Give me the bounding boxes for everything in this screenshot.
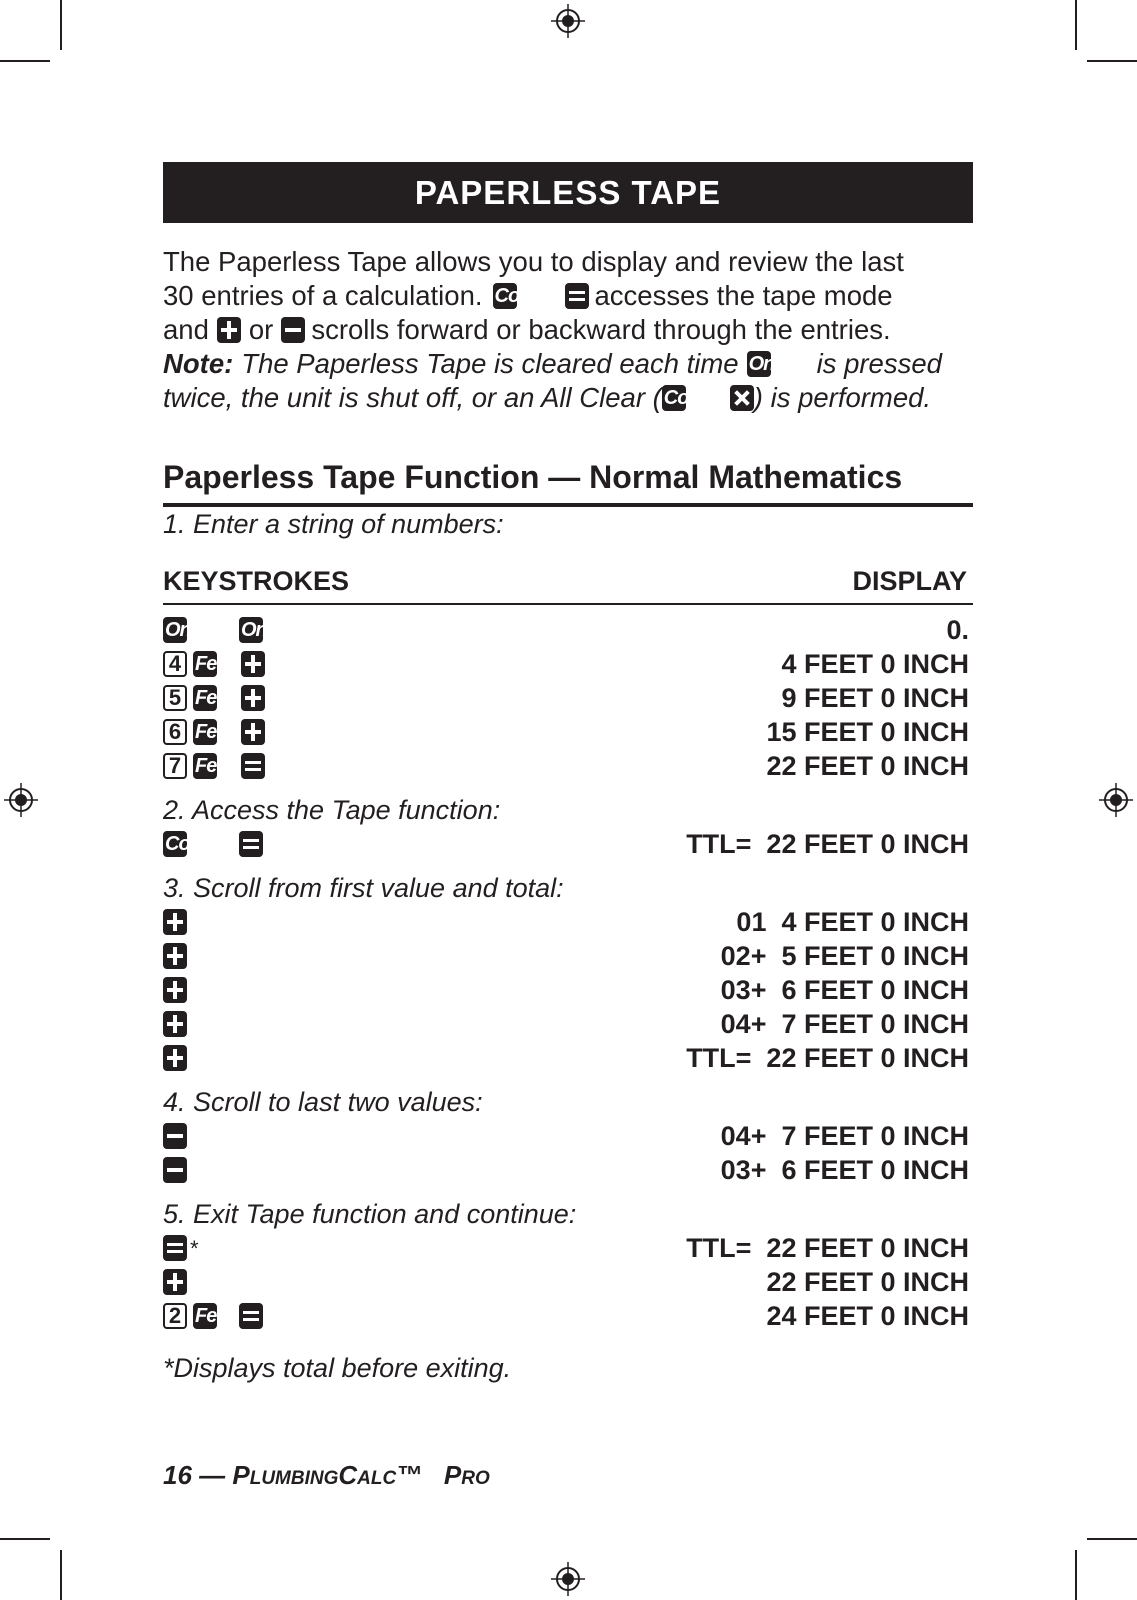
feet-key-icon: Fee xyxy=(195,653,227,675)
display-value: 9 FEET 0 INCH xyxy=(781,682,969,713)
on-key-icon: On xyxy=(165,619,191,641)
crop-mark xyxy=(0,1538,50,1540)
keystroke-sequence xyxy=(163,831,263,857)
conv-key-icon: Co xyxy=(165,833,190,855)
intro-text: 30 entries of a calculation. xyxy=(163,280,483,311)
intro-line xyxy=(163,381,973,415)
intro-text: The Paperless Tape allows you to display and review the last xyxy=(163,246,904,277)
table-row xyxy=(163,681,973,715)
keystroke-sequence xyxy=(163,685,265,711)
table-row xyxy=(163,1231,973,1265)
feet-key-icon: Fee xyxy=(195,1305,227,1327)
product-name: PLUMBINGCALC™ PRO xyxy=(232,1460,490,1490)
keystroke-sequence xyxy=(163,1011,187,1037)
crop-mark xyxy=(0,60,50,62)
step-label: 4. Scroll to last two values: xyxy=(163,1087,483,1117)
plus-key-icon xyxy=(163,1269,187,1295)
display-header: DISPLAY xyxy=(852,566,967,596)
feet-key-icon: Fee xyxy=(195,721,227,743)
keystroke-sequence xyxy=(163,1123,187,1149)
crop-mark xyxy=(60,0,62,50)
number-key-icon: 4 xyxy=(163,651,187,677)
minus-key-icon xyxy=(163,1157,187,1183)
intro-text: scrolls forward or backward through the entries. xyxy=(311,314,891,345)
plus-key-icon xyxy=(241,651,265,677)
intro-text: The Paperless Tape is cleared each time xyxy=(241,348,739,379)
column-header xyxy=(163,565,973,597)
plus-key-icon xyxy=(163,1011,187,1037)
intro-text: is pressed xyxy=(816,348,942,379)
display-value: 03+ 6 FEET 0 INCH xyxy=(720,974,969,1005)
plus-key-icon xyxy=(163,909,187,935)
equals-key-icon xyxy=(239,831,263,857)
table-row xyxy=(163,613,973,647)
intro-text: twice, the unit is shut off, or an All Clear ( xyxy=(163,382,662,413)
plus-key-icon xyxy=(163,943,187,969)
number-key-icon: 7 xyxy=(163,753,187,779)
footnote-marker: * xyxy=(190,1236,199,1261)
table-row xyxy=(163,973,973,1007)
page-title: PAPERLESS TAPE xyxy=(163,162,973,223)
intro-text: accesses the tape mode xyxy=(594,280,893,311)
table-row xyxy=(163,827,973,861)
plus-key-icon xyxy=(241,685,265,711)
table-row xyxy=(163,715,973,749)
page-content xyxy=(163,162,973,1385)
on-key-icon: On xyxy=(241,619,267,641)
keystroke-sequence xyxy=(163,651,265,677)
keystroke-sequence xyxy=(163,977,187,1003)
display-value: 0. xyxy=(946,614,969,645)
keystroke-sequence xyxy=(163,617,267,643)
table-row xyxy=(163,749,973,783)
intro-text: or xyxy=(248,314,274,345)
display-value: 24 FEET 0 INCH xyxy=(766,1300,969,1331)
step-label: 5. Exit Tape function and continue: xyxy=(163,1199,577,1229)
display-value: 4 FEET 0 INCH xyxy=(781,648,969,679)
display-value: 02+ 5 FEET 0 INCH xyxy=(720,940,969,971)
step-label: 1. Enter a string of numbers: xyxy=(163,509,504,539)
plus-key-icon xyxy=(163,1045,187,1071)
crop-mark xyxy=(1087,60,1137,62)
step-label: 2. Access the Tape function: xyxy=(163,795,501,825)
registration-mark-icon xyxy=(551,1562,585,1596)
plus-key-icon xyxy=(163,977,187,1003)
keystroke-sequence xyxy=(163,1157,187,1183)
display-value: 03+ 6 FEET 0 INCH xyxy=(720,1154,969,1185)
intro-line xyxy=(163,313,973,347)
intro-paragraph xyxy=(163,245,973,415)
keystroke-sequence xyxy=(163,753,265,779)
feet-key-icon: Fee xyxy=(195,755,227,777)
equals-key-icon xyxy=(241,753,265,779)
crop-mark xyxy=(60,1550,62,1600)
registration-mark-icon xyxy=(1099,783,1133,817)
registration-mark-icon xyxy=(4,783,38,817)
keystroke-sequence xyxy=(163,1303,263,1329)
keystroke-sequence xyxy=(163,719,265,745)
table-row xyxy=(163,1007,973,1041)
keystrokes-header: KEYSTROKES xyxy=(163,566,350,596)
table-row xyxy=(163,939,973,973)
crop-mark xyxy=(1087,1538,1137,1540)
display-value: TTL= 22 FEET 0 INCH xyxy=(686,1232,969,1263)
equals-key-icon xyxy=(239,1303,263,1329)
display-value: 15 FEET 0 INCH xyxy=(766,716,969,747)
number-key-icon: 6 xyxy=(163,719,187,745)
keystroke-sequence xyxy=(163,1269,187,1295)
display-value: 04+ 7 FEET 0 INCH xyxy=(720,1008,969,1039)
display-value: TTL= 22 FEET 0 INCH xyxy=(686,828,969,859)
intro-text: ) is performed. xyxy=(753,382,932,413)
section-title: Paperless Tape Function — Normal Mathematics xyxy=(163,459,903,495)
footnote: *Displays total before exiting. xyxy=(163,1353,512,1383)
display-value: TTL= 22 FEET 0 INCH xyxy=(686,1042,969,1073)
number-key-icon: 2 xyxy=(163,1303,187,1329)
keystroke-sequence xyxy=(163,909,187,935)
table-row xyxy=(163,905,973,939)
page-footer xyxy=(163,1460,490,1491)
crop-mark xyxy=(1075,1550,1077,1600)
display-value: 22 FEET 0 INCH xyxy=(766,750,969,781)
feet-key-icon: Fee xyxy=(195,687,227,709)
divider xyxy=(163,603,973,605)
minus-key-icon xyxy=(281,317,305,343)
table-row xyxy=(163,1299,973,1333)
table-row xyxy=(163,1041,973,1075)
intro-line xyxy=(163,347,973,381)
note-label: Note: xyxy=(163,348,234,379)
intro-line xyxy=(163,279,973,313)
table-row xyxy=(163,647,973,681)
keystroke-sequence xyxy=(163,1234,199,1262)
table-row xyxy=(163,1119,973,1153)
display-value: 22 FEET 0 INCH xyxy=(766,1266,969,1297)
plus-key-icon xyxy=(217,317,241,343)
equals-key-icon xyxy=(163,1235,187,1261)
step-label: 3. Scroll from first value and total: xyxy=(163,873,564,903)
keystroke-sequence xyxy=(163,1045,187,1071)
display-value: 04+ 7 FEET 0 INCH xyxy=(720,1120,969,1151)
intro-text: and xyxy=(163,314,209,345)
conv-key-icon: Co xyxy=(663,387,689,409)
table-row xyxy=(163,1265,973,1299)
number-key-icon: 5 xyxy=(163,685,187,711)
registration-mark-icon xyxy=(551,4,585,38)
plus-key-icon xyxy=(241,719,265,745)
intro-line xyxy=(163,245,973,279)
keystroke-sequence xyxy=(163,943,187,969)
minus-key-icon xyxy=(163,1123,187,1149)
clear-key-icon xyxy=(730,385,754,411)
crop-mark xyxy=(1075,0,1077,50)
table-row xyxy=(163,1153,973,1187)
display-value: 01 4 FEET 0 INCH xyxy=(736,906,969,937)
conv-key-icon: Co xyxy=(494,285,520,307)
on-key-icon: On xyxy=(748,353,775,375)
page-number: 16 — xyxy=(163,1460,226,1490)
equals-key-icon xyxy=(565,283,589,309)
